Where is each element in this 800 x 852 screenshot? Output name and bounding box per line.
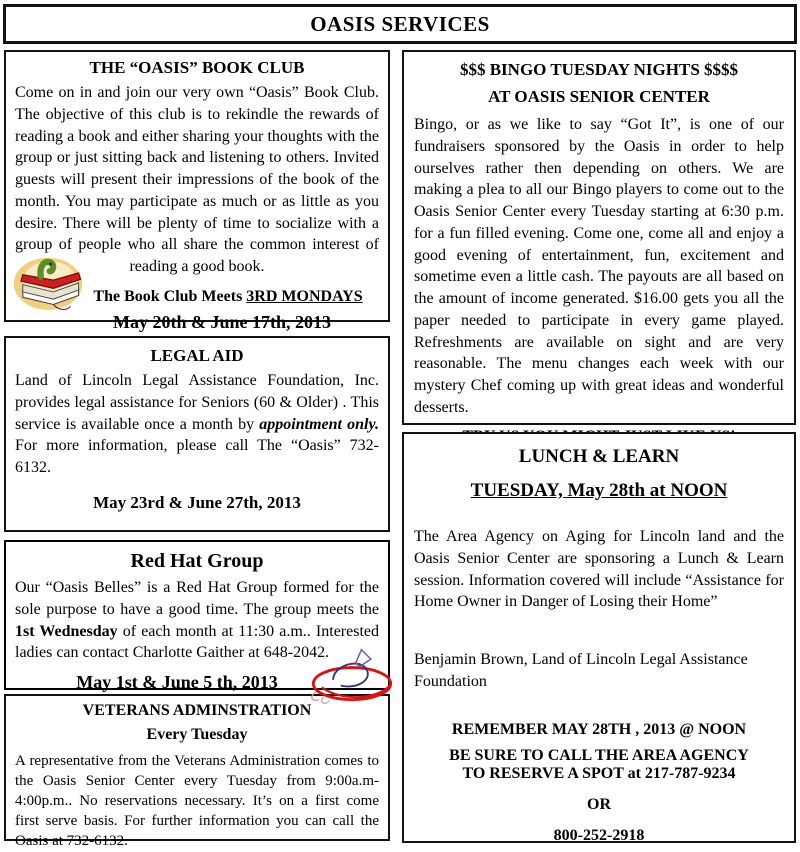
red-hat-body-part2: of each month at 11:30 a.m.. Interested ladies can contact Charlotte Gaither at 648-2042.	[15, 622, 379, 662]
bingo-title-line2: AT OASIS SENIOR CENTER	[488, 87, 710, 106]
section-book-club	[4, 50, 390, 332]
book-club-meets-schedule: 3RD MONDAYS	[246, 287, 363, 305]
legal-aid-title: LEGAL AID	[150, 346, 244, 365]
book-club-title: THE “OASIS” BOOK CLUB	[89, 58, 305, 77]
veterans-title: VETERANS ADMINSTRATION	[82, 702, 312, 719]
lunch-reminder-or: OR	[587, 795, 611, 813]
section-bingo	[402, 50, 796, 425]
lunch-reminder-date: REMEMBER MAY 28TH , 2013 @ NOON	[451, 720, 747, 738]
bingo-title-line1: $$$ BINGO TUESDAY NIGHTS $$$$	[459, 60, 739, 79]
lunch-date-subtitle: TUESDAY, May 28th at NOON	[470, 480, 728, 501]
lunch-speaker: Benjamin Brown, Land of Lincoln Legal Assistance Foundation	[414, 651, 748, 690]
legal-aid-body-part2: For more information, please call The “Oasis” 732-6132.	[15, 437, 379, 476]
bingo-body: Bingo, or as we like to say “Got It”, is one of our fundraisers sponsored by the Oasis in order to help ourselves rather then depending on others. We are making a plea to all our Bingo players to come out to the Oasis Senior Center every Tuesday starting at 6:30 p.m. for a fun filled evening. Come one, come all and enjoy a good evening of entertainment, fun, excitement and sometime even a little cash. The payouts are all based on the amount of income generated. $16.00 gets you all the paper needed to participate in every game played. Refreshments are available on sight and are very reasonable. The menu changes each week with our mystery Chef coming up with great ideas and wonderful desserts.	[414, 116, 784, 416]
lunch-reminder-call: BE SURE TO CALL THE AREA AGENCY TO RESERVE A SPOT at 217-787-9234	[449, 746, 749, 782]
red-hat-title: Red Hat Group	[130, 550, 264, 572]
red-hat-icon	[304, 644, 400, 710]
page-header	[3, 4, 797, 44]
legal-aid-body	[15, 370, 379, 479]
section-lunch-and-learn	[402, 432, 796, 843]
book-club-dates: May 20th & June 17th, 2013	[112, 311, 331, 332]
red-hat-meeting-day: 1st Wednesday	[15, 622, 118, 640]
veterans-body: A representative from the Veterans Administration comes to the Oasis Senior Center every Tuesday from 9:00a.m-4:00p.m.. No reservations necessary. It’s on a first come first serve basis. For further information you can call the Oasis at 732-6132.	[15, 753, 379, 849]
section-legal-aid	[4, 336, 390, 532]
section-red-hat-group	[4, 540, 390, 690]
veterans-subtitle: Every Tuesday	[146, 726, 248, 743]
page-title: OASIS SERVICES	[310, 11, 490, 36]
section-veterans-administration	[4, 694, 390, 849]
red-hat-dates: May 1st & June 5 th, 2013	[76, 672, 278, 692]
bookworm-book-icon	[12, 250, 84, 314]
book-club-meeting-line	[77, 288, 379, 306]
red-hat-body-part1: Our “Oasis Belles” is a Red Hat Group formed for the sole purpose to have a good time. The group meets the	[15, 579, 379, 618]
lunch-reminder-phone: 800-252-2918	[553, 826, 645, 844]
legal-aid-dates: May 23rd & June 27th, 2013	[93, 492, 301, 512]
legal-aid-appointment-emphasis: appointment only.	[259, 415, 380, 433]
legal-aid-body-part1: Land of Lincoln Legal Assistance Foundation, Inc. provides legal assistance for Seniors (60 & Older) . This service is available once a month by	[15, 372, 379, 433]
lunch-title: LUNCH & LEARN	[518, 446, 680, 467]
book-club-body: Come on in and join our very own “Oasis” Book Club. The objective of this club is to rekindle the rewards of reading a book and either sharing your thoughts with the group or just sitting back and listening to others. Invited guests will present their impressions of the book of the month. You may participate as much or as little as you desire. There will be plenty of time to socialize with a group of people who all share the common interest of reading a good book.	[15, 84, 379, 275]
lunch-body: The Area Agency on Aging for Lincoln land and the Oasis Senior Center are sponsoring a Lunch & Learn session. Information covered will include “Assistance for Home Owner in Danger of Losing their Home”	[414, 528, 784, 611]
book-club-meets-prefix: The Book Club Meets	[93, 287, 247, 305]
